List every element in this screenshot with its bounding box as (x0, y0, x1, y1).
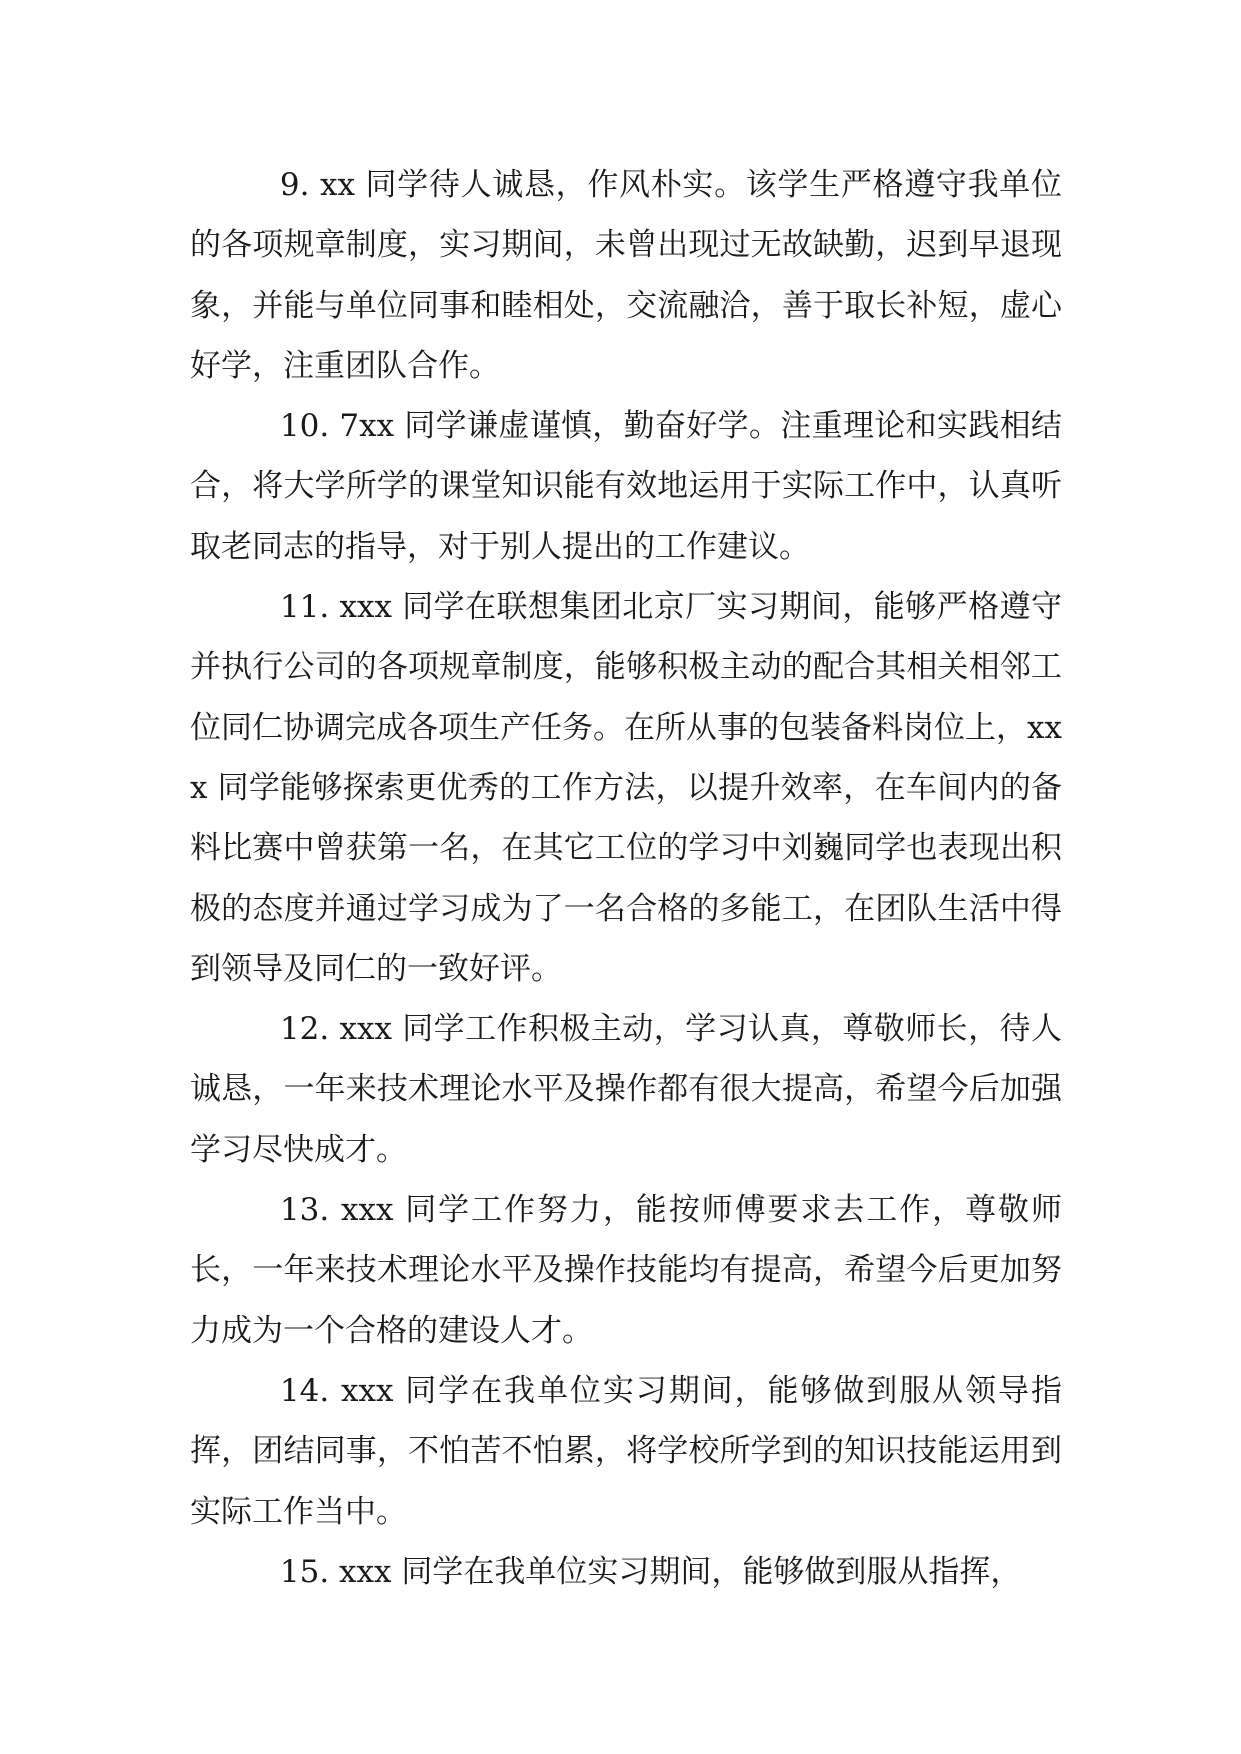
paragraph-12: 12. xxx 同学工作积极主动，学习认真，尊敬师长，待人诚恳，一年来技术理论水平及操作都有很大提高，希望今后加强学习尽快成才。 (190, 1011, 1062, 1168)
paragraph-11: 11. xxx 同学在联想集团北京厂实习期间，能够严格遵守并执行公司的各项规章制度，能够积极主动的配合其相关相邻工位同仁协调完成各项生产任务。在所从事的包装备料岗位上，xxx 同学能够探索更优秀的工作方法，以提升效率，在车间内的备料比赛中曾获第一名，在其它工位的学习中刘巍同学也表现出积极的态度并通过学习成为了一名合格的多能工，在团队生活中得到领导及同仁的一致好评。 (190, 589, 1062, 987)
paragraph-14: 14. xxx 同学在我单位实习期间，能够做到服从领导指挥，团结同事，不怕苦不怕累，将学校所学到的知识技能运用到实际工作当中。 (190, 1372, 1062, 1530)
document-body (190, 155, 1062, 1602)
paragraph-15: 15. xxx 同学在我单位实习期间，能够做到服从指挥， (279, 1553, 1022, 1590)
paragraph-10: 10. 7xx 同学谦虚谨慎，勤奋好学。注重理论和实践相结合，将大学所学的课堂知识能有效地运用于实际工作中，认真听取老同志的指导，对于别人提出的工作建议。 (190, 408, 1062, 565)
paragraph-9: 9. xx 同学待人诚恳，作风朴实。该学生严格遵守我单位的各项规章制度，实习期间，未曾出现过无故缺勤，迟到早退现象，并能与单位同事和睦相处，交流融洽，善于取长补短，虚心好学，注重团队合作。 (190, 167, 1062, 384)
paragraph-13: 13. xxx 同学工作努力，能按师傅要求去工作，尊敬师长，一年来技术理论水平及操作技能均有提高，希望今后更加努力成为一个合格的建设人才。 (190, 1192, 1062, 1349)
